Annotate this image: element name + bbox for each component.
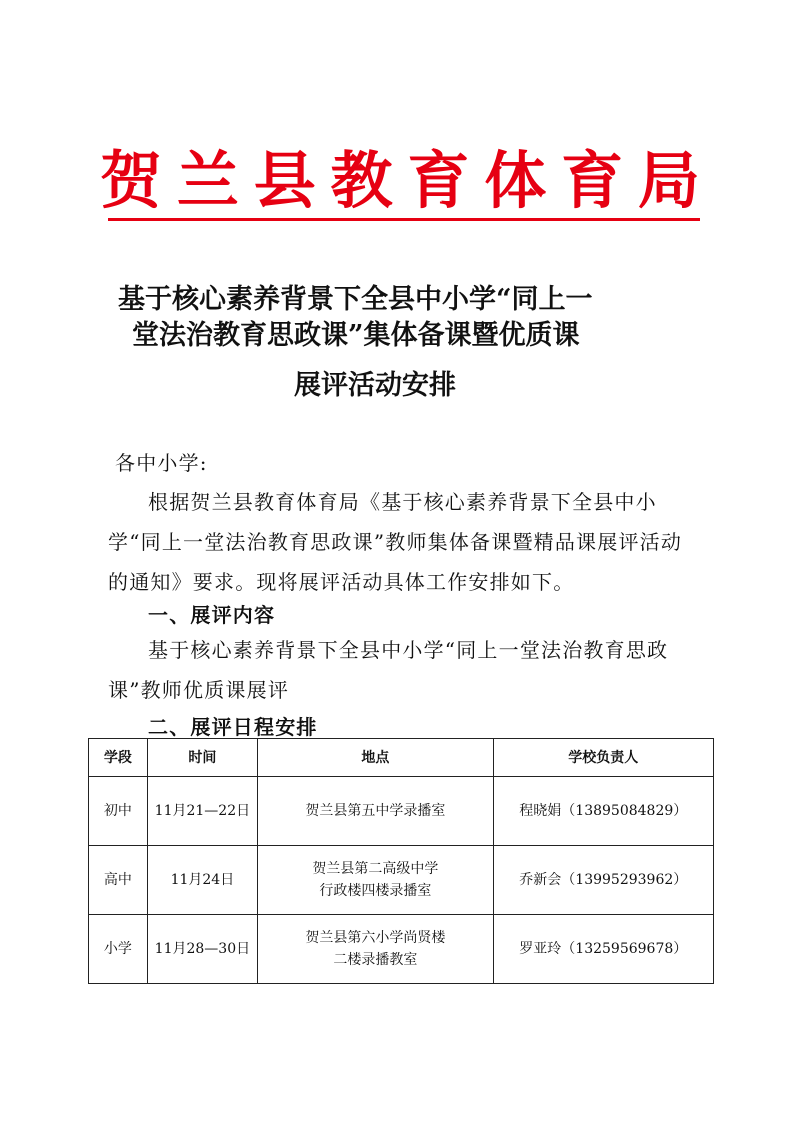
place-line: 二楼录播教室 <box>333 952 418 968</box>
section-heading-content: 一、展评内容 <box>148 603 276 627</box>
masthead-char: 局 <box>637 143 700 217</box>
cell-time: 11月28—30日 <box>147 915 257 984</box>
cell-stage: 初中 <box>89 777 148 846</box>
table-header-row <box>89 739 714 777</box>
place-line: 贺兰县第二高级中学 <box>312 861 439 877</box>
masthead-char: 体 <box>484 143 547 217</box>
masthead-title <box>100 140 700 217</box>
header-contact: 学校负责人 <box>493 739 713 777</box>
cell-contact: 罗亚玲（13259569678） <box>493 915 713 984</box>
masthead-char: 育 <box>561 143 624 217</box>
cell-time: 11月21—22日 <box>147 777 257 846</box>
table-row <box>89 915 714 984</box>
table-row <box>89 846 714 915</box>
masthead-char: 教 <box>330 143 393 217</box>
schedule-table <box>88 738 714 984</box>
cell-place <box>258 777 494 846</box>
header-place: 地点 <box>258 739 494 777</box>
cell-place <box>258 915 494 984</box>
place-line: 贺兰县第六小学尚贤楼 <box>305 930 446 946</box>
cell-place <box>258 846 494 915</box>
cell-stage: 高中 <box>89 846 148 915</box>
content-paragraph: 基于核心素养背景下全县中小学“同上一堂法治教育思政课”教师优质课展评 <box>108 638 669 702</box>
greeting: 各中小学: <box>115 451 208 475</box>
title-line-2: 堂法治教育思政课”集体备课暨优质课 <box>132 320 580 351</box>
masthead-char: 贺 <box>100 143 163 217</box>
place-line: 行政楼四楼录播室 <box>319 883 432 899</box>
header-stage: 学段 <box>89 739 148 777</box>
cell-contact: 程晓娟（13895084829） <box>493 777 713 846</box>
section-heading-schedule: 二、展评日程安排 <box>148 715 318 739</box>
place-line: 贺兰县第五中学录播室 <box>305 803 446 819</box>
cell-contact: 乔新会（13995293962） <box>493 846 713 915</box>
cell-time: 11月24日 <box>147 846 257 915</box>
cell-stage: 小学 <box>89 915 148 984</box>
masthead-char: 兰 <box>176 143 239 217</box>
title-line-1: 基于核心素养背景下全县中小学“同上一 <box>118 284 593 315</box>
header-time: 时间 <box>147 739 257 777</box>
intro-paragraph: 根据贺兰县教育体育局《基于核心素养背景下全县中小学“同上一堂法治教育思政课”教师集体备课暨精品课展评活动的通知》要求。现将展评活动具体工作安排如下。 <box>108 490 683 594</box>
masthead-char: 县 <box>253 143 316 217</box>
masthead-char: 育 <box>407 143 470 217</box>
masthead-divider <box>108 218 700 221</box>
title-line-3: 展评活动安排 <box>294 370 456 401</box>
table-row <box>89 777 714 846</box>
